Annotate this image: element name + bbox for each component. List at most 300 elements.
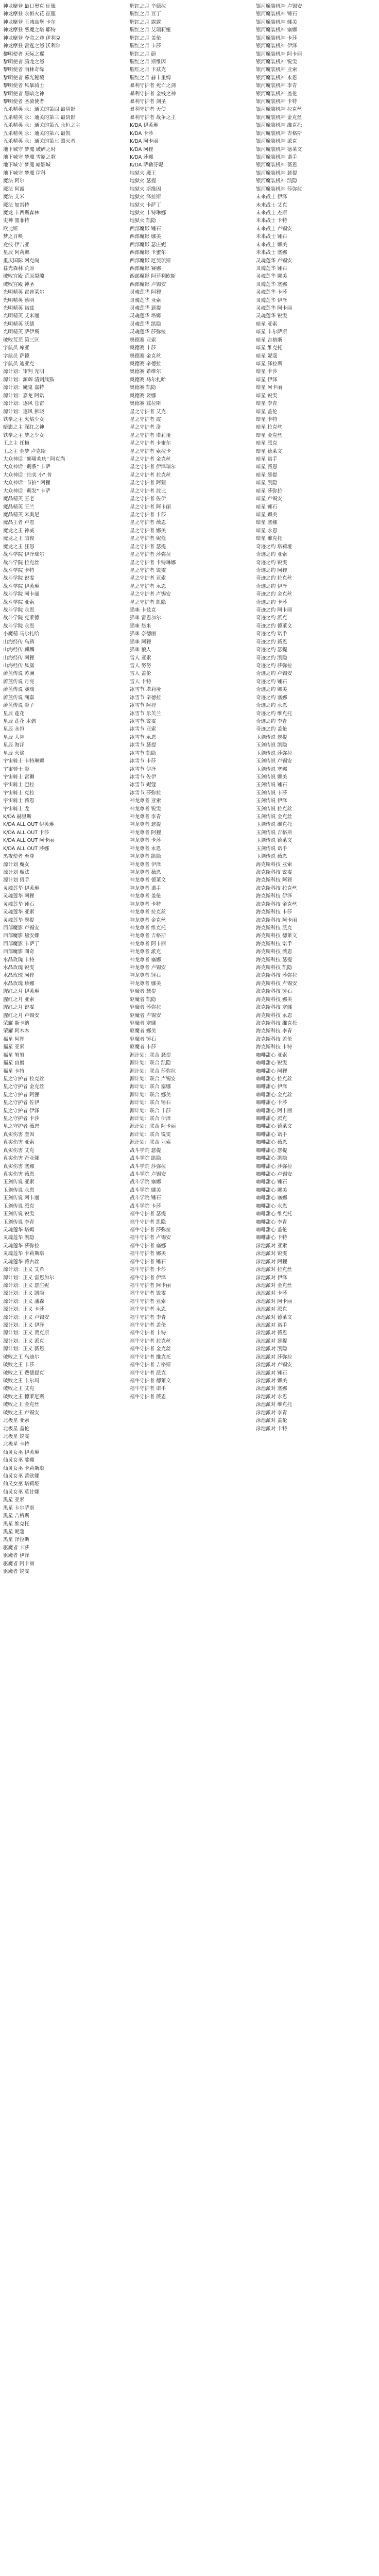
skin-entry: 五杀精英 永：通关的第六 最凯 bbox=[3, 130, 71, 137]
skin-entry: 雪人 亚索 bbox=[130, 655, 151, 661]
skin-entry: 灵魂莲华 塔姆 bbox=[3, 1227, 35, 1233]
skin-entry: 星之守护者 金克丝 bbox=[130, 456, 171, 463]
skin-entry: 字航员 萨德 bbox=[3, 353, 30, 359]
skin-entry: 源计划：联合 伊泽 bbox=[130, 1116, 171, 1122]
skin-entry: 银河魔装机神 卡莎 bbox=[256, 35, 297, 41]
skin-entry: 驱魔者 塞娜 bbox=[130, 1021, 157, 1026]
skin-entry: 神龙尊者 阿卡丽 bbox=[130, 941, 166, 947]
skin-entry: 腥红之月 卢锡安 bbox=[3, 1012, 40, 1019]
skin-entry: 灵魂莲华 薇古丝 bbox=[3, 1259, 40, 1265]
skin-entry: 奥德赛 辛德拉 bbox=[130, 361, 161, 367]
skin-entry: 海克斯科技 永恩 bbox=[256, 1012, 292, 1019]
skin-entry: 泳池派对 金克丝 bbox=[256, 1282, 292, 1289]
skin-entry: 暴利守护者 金钱之神 bbox=[130, 91, 176, 97]
skin-entry: 腥红之月 锐雯 bbox=[3, 1005, 35, 1011]
skin-list-column-middle bbox=[130, 3, 253, 1401]
skin-entry: 冰雪节 瑟提 bbox=[130, 742, 157, 749]
skin-entry: 玉剑传说 永恩 bbox=[3, 1187, 35, 1193]
skin-entry: 泳池派对 凯隐 bbox=[256, 1346, 287, 1352]
skin-entry: 腥红之月 豆丁 bbox=[130, 11, 161, 18]
skin-entry: 海克斯科技 娜美 bbox=[256, 996, 292, 1003]
skin-entry: 星之守护者 锐雯 bbox=[130, 567, 166, 573]
skin-entry: 海克斯科技 盖伦 bbox=[256, 1036, 292, 1042]
skin-entry: 灵魂莲华 伊泽 bbox=[256, 297, 287, 303]
skin-entry: 星之守护者 金克丝 bbox=[3, 1084, 44, 1090]
skin-entry: 驱魔者 卡莎 bbox=[3, 1545, 30, 1551]
skin-entry: K/DA ALL OUT 卡莎 bbox=[3, 829, 49, 836]
skin-entry: 海克斯科技 莎弥拉 bbox=[256, 973, 297, 979]
skin-entry: 神龙尊者 盖伦 bbox=[130, 893, 161, 900]
skin-entry: 真实伤害 薇恩 bbox=[3, 1172, 35, 1178]
skin-entry: 真实伤害 艾克 bbox=[3, 1147, 35, 1154]
skin-entry: 蔚蓝传说 澜嘉 bbox=[3, 694, 35, 701]
skin-entry: 灵魂莲华 莎弥拉 bbox=[130, 329, 166, 335]
skin-entry: 灵魂莲华 卢锡安 bbox=[256, 258, 292, 264]
skin-entry: 奇迹之约 卢锡安 bbox=[256, 671, 292, 677]
skin-entry: 星之守护者 波比 bbox=[130, 488, 166, 494]
skin-entry: 北极星 锐雯 bbox=[3, 1433, 30, 1439]
skin-entry: 源计划：审判 光明 bbox=[3, 369, 44, 375]
skin-entry: 福星 盲僧 bbox=[3, 1060, 25, 1066]
skin-entry: 泳池派对 塞娜 bbox=[256, 1386, 287, 1392]
skin-entry: 奥德赛 娑娜 bbox=[130, 393, 157, 399]
skin-entry: 奇迹之约 维克托 bbox=[256, 710, 292, 717]
skin-entry: 驱魔者 锤石 bbox=[130, 1036, 157, 1042]
skin-entry: 黑夜使者 至尊 bbox=[3, 854, 35, 860]
skin-entry: 海克斯科技 锤石 bbox=[256, 989, 292, 995]
skin-entry: 源计划：联合 娜美 bbox=[130, 1092, 171, 1098]
skin-entry: 神龙尊者 卡莎 bbox=[130, 838, 161, 844]
skin-entry: 福星 阿狸 bbox=[3, 1036, 25, 1042]
skin-entry: 银河魔装机神 派克 bbox=[256, 139, 297, 145]
skin-entry: 暴利守护者 死亡之剑 bbox=[130, 83, 176, 89]
skin-entry: 奇迹之约 瑟提 bbox=[256, 647, 287, 653]
skin-entry: 神龙尊者 金克丝 bbox=[130, 917, 166, 923]
skin-entry: 山海经传 凤凰 bbox=[3, 663, 35, 669]
skin-entry: 星之守护者 拉克丝 bbox=[130, 472, 171, 478]
skin-entry: 咖啡甜心 李青 bbox=[256, 1219, 287, 1225]
skin-entry: 灵魂莲华 伊芙琳 bbox=[3, 885, 40, 891]
skin-entry: 暗星 亚索 bbox=[256, 321, 278, 327]
skin-list-column-left bbox=[3, 3, 127, 1576]
skin-entry: K/DA ALL OUT 莎娜 bbox=[3, 845, 49, 852]
skin-entry: 大众神话 "狮啸欢庆" 阿克尚 bbox=[3, 456, 65, 463]
skin-entry: 泳池派对 维克托 bbox=[256, 1402, 292, 1408]
skin-entry: 灵魂莲华 莎弥拉 bbox=[3, 1243, 40, 1249]
skin-entry: 福牛守护者 拉克丝 bbox=[130, 1338, 171, 1344]
skin-entry: 神龙尊者 锤石 bbox=[130, 973, 161, 979]
skin-entry: 星之守护者 亚索 bbox=[130, 575, 166, 582]
skin-entry: 黑星 亚索 bbox=[3, 1497, 25, 1503]
skin-entry: 五杀精英 永：通关的第三 最阴影 bbox=[3, 114, 76, 121]
skin-entry: 奇迹之约 永恩 bbox=[256, 703, 287, 709]
skin-entry: 仙灵女巫 蕾欧娜 bbox=[3, 1473, 40, 1480]
skin-entry: 山海经传 麒麟 bbox=[3, 647, 35, 653]
skin-entry: 腥红之月 蔚 bbox=[130, 51, 157, 57]
skin-entry: 暗星 瑟提 bbox=[256, 472, 278, 478]
skin-entry: 神龙尊者 拉克丝 bbox=[130, 909, 166, 916]
skin-entry: 海克斯科技 拉克丝 bbox=[256, 885, 297, 891]
skin-entry: 星辰 莲花 木偶 bbox=[3, 718, 36, 724]
skin-entry: 灵魂莲华 卡莎 bbox=[256, 290, 287, 296]
skin-entry: 光明精英 艾米丽 bbox=[3, 313, 40, 319]
skin-entry: 神龙尊者 阿狸 bbox=[130, 829, 161, 836]
skin-entry: 奇迹之约 莎弥拉 bbox=[256, 663, 292, 669]
skin-entry: 光明精英 沃德 bbox=[3, 321, 35, 327]
skin-entry: 源计划：源辉 清剿熊猫 bbox=[3, 377, 54, 383]
skin-entry: 北极星 亚索 bbox=[3, 1418, 30, 1424]
skin-entry: 未来战士 艾克 bbox=[256, 202, 287, 208]
skin-entry: 宇宙骑士 卡特琳娜 bbox=[3, 758, 44, 765]
skin-entry: 神龙尊者 塞娜 bbox=[130, 957, 161, 963]
skin-entry: 福牛守护者 娜美 bbox=[130, 1251, 166, 1257]
skin-entry: 五杀精英 永：通关的第五 永恒之主 bbox=[3, 123, 81, 129]
skin-entry: 银河魔装机神 吉格斯 bbox=[256, 130, 302, 137]
skin-entry: 泳池派对 娜美 bbox=[256, 1378, 287, 1384]
skin-entry: 咖啡甜心 塞娜 bbox=[256, 1195, 287, 1201]
skin-entry: 银河魔装机神 卡特 bbox=[256, 99, 297, 105]
skin-entry: 海克斯科技 诺手 bbox=[256, 941, 292, 947]
skin-entry: 灵魂莲华 卡莉斯塔 bbox=[3, 1251, 44, 1257]
skin-entry: 银河魔装机神 拉克丝 bbox=[256, 107, 302, 113]
skin-entry: 战斗学院 永恩 bbox=[3, 623, 35, 629]
skin-entry: 银河魔装机神 瑟提 bbox=[256, 170, 297, 176]
skin-entry: 战斗学院 凯隐 bbox=[130, 1156, 161, 1162]
skin-entry: 战斗学院 塞娜 bbox=[130, 1179, 161, 1185]
skin-entry: 冰雪节 乐芙兰 bbox=[130, 710, 161, 717]
skin-entry: 奇迹之约 亚索 bbox=[256, 552, 287, 558]
skin-entry: 奥德赛 希维尔 bbox=[130, 369, 161, 375]
skin-entry: 战斗学院 莎弥拉 bbox=[130, 1163, 166, 1170]
skin-entry: 福牛守护者 卡莎 bbox=[130, 1267, 166, 1273]
skin-entry: 蔚蓝传说 苏澜 bbox=[3, 671, 35, 677]
skin-entry: 水晶玫瑰 珍娜 bbox=[3, 980, 35, 987]
skin-entry: 战斗学院 卢锡安 bbox=[130, 1172, 166, 1178]
skin-entry: 神龙尊者 伊泽 bbox=[130, 861, 161, 868]
skin-entry: 星之守护者 薇恩 bbox=[130, 520, 166, 526]
skin-entry: 海克斯科技 塞娜 bbox=[256, 1005, 292, 1011]
skin-entry: 泳池派对 伊泽 bbox=[256, 1275, 287, 1281]
skin-entry: 宇宙骑士 巴拉 bbox=[3, 782, 35, 788]
skin-entry: 魔法 阿尔 bbox=[3, 178, 25, 184]
skin-entry: 银河魔装机神 盖伦 bbox=[256, 91, 297, 97]
skin-entry: 暗星 卡尔萨斯 bbox=[256, 329, 287, 335]
skin-entry: 暗星 卢锡安 bbox=[256, 496, 283, 502]
skin-entry: 咖啡甜心 莎弥拉 bbox=[256, 1163, 292, 1170]
skin-entry: 福牛守护者 盖伦 bbox=[130, 1323, 166, 1329]
skin-entry: 冰雪节 锐雯 bbox=[130, 718, 157, 724]
skin-entry: 王之主 托梅 bbox=[3, 440, 30, 447]
skin-entry: 仙灵女巫 塔莉垭 bbox=[3, 1481, 40, 1487]
skin-entry: 暗星 诺手 bbox=[256, 456, 278, 463]
skin-entry: 玉剑传说 阿卡丽 bbox=[3, 1195, 40, 1201]
skin-entry: 暴利守护者 剑圣 bbox=[130, 99, 166, 105]
skin-entry: 玉剑传说 亚索 bbox=[3, 1179, 35, 1185]
skin-entry: 银河魔装机神 诺手 bbox=[256, 155, 297, 161]
skin-entry: 地狱火 卡特琳娜 bbox=[130, 210, 166, 216]
skin-entry: 腥红之月 亚索 bbox=[3, 996, 35, 1003]
skin-entry: 银河魔装机神 莎弥拉 bbox=[256, 186, 302, 192]
skin-entry: 海克斯科技 锐雯 bbox=[256, 869, 292, 875]
skin-entry: 未来战士 卢锡安 bbox=[256, 226, 292, 232]
skin-entry: 暗星 阿卡丽 bbox=[256, 385, 283, 391]
skin-entry: 源计划：正义 卡莎 bbox=[3, 1307, 44, 1313]
skin-entry: 银河魔装机神 娜美 bbox=[256, 19, 297, 25]
skin-entry: 铁拳之主 梦之少女 bbox=[3, 432, 44, 438]
skin-entry: 未来战士 杰斯 bbox=[256, 210, 287, 216]
skin-entry: 魔法 艾米 bbox=[3, 194, 25, 200]
skin-entry: 星辰 火焰 bbox=[3, 750, 25, 756]
skin-entry: 大众神话 "萌发" 卡萨 bbox=[3, 488, 50, 494]
skin-entry: 福牛守护者 薇恩 bbox=[130, 1394, 166, 1400]
skin-entry: 海克斯科技 金克丝 bbox=[256, 901, 297, 907]
skin-entry: 奥德赛 凯隐 bbox=[130, 385, 157, 391]
skin-entry: 福牛守护者 卢锡安 bbox=[130, 1235, 171, 1241]
skin-entry: 星之守护者 娜美 bbox=[130, 528, 166, 534]
skin-entry: 重庆国际 阿克尚 bbox=[3, 258, 40, 264]
skin-entry: 黎明使者 黑暗之神 bbox=[3, 91, 44, 97]
skin-entry: 玉剑传说 薇恩 bbox=[256, 854, 287, 860]
skin-entry: 银河魔装机神 金克丝 bbox=[256, 114, 302, 121]
skin-entry: 海克斯科技 派克 bbox=[256, 925, 292, 931]
skin-entry: 玉剑传说 德莱文 bbox=[256, 838, 292, 844]
skin-entry: 光明精英 萨伊斯 bbox=[3, 329, 40, 335]
skin-entry: 源计划：正义 派克 bbox=[3, 1338, 44, 1344]
skin-entry: 星之守护者 索拉卡 bbox=[130, 448, 171, 454]
skin-entry: 神龙尊者 李青 bbox=[130, 814, 161, 820]
skin-entry: 驱魔者 凯隐 bbox=[130, 996, 157, 1003]
skin-entry: 星之守护者 妮蔻 bbox=[130, 536, 166, 542]
skin-entry: 魔龙 卡西斯森林 bbox=[3, 210, 40, 216]
skin-entry: 福牛守护者 德莱文 bbox=[130, 1378, 171, 1384]
skin-entry: 冰雪节 凯隐 bbox=[130, 750, 157, 756]
skin-entry: 咖啡甜心 阿卡丽 bbox=[256, 1108, 292, 1114]
skin-entry: 西部魔影 娜美 bbox=[130, 234, 161, 240]
skin-entry: 奇迹之约 娜美 bbox=[256, 687, 287, 693]
skin-entry: 腥红之月 辛德拉 bbox=[130, 4, 166, 9]
skin-entry: 泳池派对 瑟提 bbox=[256, 1338, 287, 1344]
skin-entry: 灵魂莲华 亚索 bbox=[3, 909, 35, 916]
skin-entry: 灵魂莲华 锤石 bbox=[256, 265, 287, 272]
skin-entry: 暗星 永恩 bbox=[256, 528, 278, 534]
skin-entry: 猫咪 奈德丽 bbox=[130, 631, 157, 637]
skin-entry: 冰雪节 亚索 bbox=[130, 726, 157, 733]
skin-entry: 神龙摩登 恶魔之塔 耶特 bbox=[3, 27, 56, 33]
skin-entry: 泳池派对 卢锡安 bbox=[256, 1362, 292, 1368]
skin-entry: 暗星 娜美 bbox=[256, 512, 278, 518]
skin-entry: 黎明使者 风暴骑士 bbox=[3, 83, 44, 89]
skin-entry: 福牛守护者 吉格斯 bbox=[130, 1362, 171, 1368]
skin-entry: 灵魂莲华 瑟提 bbox=[3, 917, 35, 923]
skin-entry: 神龙摩登 王城高堡 卡尔 bbox=[3, 19, 56, 25]
skin-entry: 星之守护者 凯隐 bbox=[130, 599, 166, 605]
skin-entry: 腥红之月 卡莎 bbox=[130, 43, 161, 49]
skin-entry: 战斗学院 阿卡丽 bbox=[3, 591, 40, 598]
skin-entry: 灵魂莲华 亚索 bbox=[130, 297, 161, 303]
skin-entry: 星辰 大神 bbox=[3, 734, 25, 740]
skin-entry: 源计划 魔法 bbox=[3, 869, 30, 875]
skin-entry: 泳池派对 阿卡丽 bbox=[256, 1298, 292, 1304]
skin-entry: 源计划：联合 锐雯 bbox=[130, 1131, 171, 1138]
skin-entry: 银河魔装机神 伊泽 bbox=[256, 43, 297, 49]
skin-entry: 北极星 盖伦 bbox=[3, 1426, 30, 1432]
skin-entry: 冰雪节 辛德拉 bbox=[130, 694, 161, 701]
skin-entry: 宇宙骑士 龙 bbox=[3, 806, 30, 812]
skin-entry: 神龙尊者 德莱文 bbox=[130, 877, 166, 884]
skin-entry: 神龙尊者 维克托 bbox=[130, 925, 166, 931]
skin-entry: 黑星 吉格斯 bbox=[3, 1513, 30, 1519]
skin-entry: 玉剑传说 凯隐 bbox=[256, 742, 287, 749]
skin-entry: 暴利守护者 天使 bbox=[130, 107, 166, 113]
skin-entry: 星之守护者 永恩 bbox=[130, 583, 166, 589]
skin-entry: 真实伤害 奇亚娜 bbox=[3, 1156, 40, 1162]
skin-entry: 猫咪 阿狸 bbox=[130, 639, 151, 645]
skin-entry: 银河魔装机神 阿卡丽 bbox=[256, 51, 302, 57]
skin-entry: 星之守护者 阿狸 bbox=[130, 480, 166, 486]
skin-entry: 银河魔装机神 锐雯 bbox=[256, 59, 297, 65]
skin-entry: 暮光森林 荒原 bbox=[3, 265, 35, 272]
skin-entry: 冰雪节 伊泽 bbox=[130, 766, 157, 772]
skin-entry: 真实伤害 亚索 bbox=[3, 1140, 35, 1146]
skin-entry: 腥红之月 露露 bbox=[130, 19, 161, 25]
skin-entry: 西部魔影 赛娜 bbox=[130, 265, 161, 272]
skin-entry: 暗星 德莱文 bbox=[256, 448, 283, 454]
skin-entry: 福牛守护者 卡特 bbox=[130, 1330, 166, 1336]
skin-entry: 破败之王 卡莎 bbox=[3, 1362, 35, 1368]
skin-entry: 战斗学院 瑟提 bbox=[130, 1147, 161, 1154]
skin-entry: 魔晶精英 王老 bbox=[3, 496, 35, 502]
skin-entry: 地下城守 梦魇 破碎之时 bbox=[3, 146, 56, 152]
skin-entry: 咖啡甜心 维克托 bbox=[256, 1211, 292, 1217]
skin-entry: 海克斯科技 李青 bbox=[256, 1028, 292, 1035]
skin-entry: 玉剑传说 卡莎 bbox=[256, 790, 287, 796]
skin-entry: 源计划 魔女 bbox=[3, 861, 30, 868]
skin-entry: 银河魔装机神 塞娜 bbox=[256, 27, 297, 33]
skin-entry: 暗星 卡莎 bbox=[256, 369, 278, 375]
skin-entry: 字航员 迪亚克 bbox=[3, 361, 35, 367]
skin-entry: 冰雪节 佐伊 bbox=[130, 774, 157, 780]
skin-entry: K/DA 卡莎 bbox=[130, 130, 153, 137]
skin-entry: 王之主 金梦 卢克斯 bbox=[3, 448, 46, 454]
skin-entry: 咖啡甜心 卡莎 bbox=[256, 1100, 287, 1106]
skin-entry: 冰雪节 卡莎 bbox=[130, 758, 157, 765]
skin-entry: K/DA 赫里斯 bbox=[3, 814, 32, 820]
skin-entry: 星之守护者 瑟提 bbox=[130, 544, 166, 550]
skin-entry: 战斗学院 伊泽瑞尔 bbox=[3, 552, 44, 558]
skin-entry: 玉剑传说 锤石 bbox=[256, 782, 287, 788]
skin-entry: 破败之王 费德提克 bbox=[3, 1370, 44, 1376]
skin-entry: 战斗学院 克莱德 bbox=[3, 615, 40, 621]
skin-entry: 源计划：联合 瑟提 bbox=[130, 1052, 171, 1058]
skin-entry: 黎明使者 腾龙之怒 bbox=[3, 59, 44, 65]
skin-entry: 未来战士 伊泽 bbox=[256, 194, 287, 200]
skin-entry: 奇迹之约 阿卡丽 bbox=[256, 607, 292, 614]
skin-entry: 奇迹之约 卡莎 bbox=[256, 599, 287, 605]
skin-entry: 神龙尊者 诺手 bbox=[130, 885, 161, 891]
skin-entry: 破败宫殿 神圣 bbox=[3, 281, 35, 287]
skin-entry: 星之守护者 伊泽 bbox=[3, 1108, 40, 1114]
skin-entry: 奥德赛 亚索 bbox=[130, 337, 157, 343]
skin-entry: 星之守护者 阿卡丽 bbox=[130, 504, 171, 510]
skin-entry: 暗星 凯隐 bbox=[256, 480, 278, 486]
skin-entry: 灵魂莲华 凯隐 bbox=[130, 321, 161, 327]
skin-entry: 星之守护者 莎弥拉 bbox=[130, 552, 171, 558]
skin-entry: 破败宫殿 荒原裂隙 bbox=[3, 274, 44, 280]
skin-entry: 铁拳之主 火焰少女 bbox=[3, 416, 44, 422]
skin-list-column-right bbox=[256, 3, 379, 1433]
skin-entry: 仙灵女巫 卡莉斯塔 bbox=[3, 1465, 44, 1471]
skin-entry: 海克斯科技 维克托 bbox=[256, 1021, 297, 1026]
skin-entry: 破败之王 卡尔玛 bbox=[3, 1378, 40, 1384]
skin-entry: 海克斯科技 瑟提 bbox=[256, 957, 292, 963]
skin-entry: 奇迹之约 阿狸 bbox=[256, 567, 287, 573]
skin-entry: 山海经传 乌鸦 bbox=[3, 639, 35, 645]
skin-entry: 海克斯科技 亚索 bbox=[256, 861, 292, 868]
skin-entry: 星辰 海洋 bbox=[3, 742, 25, 749]
skin-entry: 魔法 阿露 bbox=[3, 186, 25, 192]
skin-entry: 源计划：联合 塞娜 bbox=[130, 1084, 171, 1090]
skin-entry: 奇迹之约 盖伦 bbox=[256, 726, 287, 733]
skin-entry: 水晶玫瑰 阿狸 bbox=[3, 973, 35, 979]
skin-entry: K/DA 萨勒芬妮 bbox=[130, 162, 163, 168]
skin-entry: 福牛守护者 金克丝 bbox=[130, 1346, 171, 1352]
skin-entry: 腥红之月 艾瑞莉娅 bbox=[130, 27, 171, 33]
skin-entry: 西部魔影 卢锡安 bbox=[130, 281, 166, 287]
skin-entry: 战斗学院 拉克丝 bbox=[3, 560, 40, 566]
skin-entry: 福牛守护者 凯隐 bbox=[130, 1219, 166, 1225]
skin-entry: 破败之王 金克丝 bbox=[3, 1402, 40, 1408]
skin-entry: 福牛守护者 李青 bbox=[130, 1314, 166, 1320]
skin-entry: 奥德赛 卡莎 bbox=[130, 345, 157, 351]
skin-entry: 咖啡甜心 伊泽 bbox=[256, 1084, 287, 1090]
skin-entry: 奇迹之约 派克 bbox=[256, 615, 287, 621]
skin-entry: 地下城守 梦魇 伊科 bbox=[3, 170, 46, 176]
skin-entry: 宇宙骑士 薇恩 bbox=[3, 798, 35, 804]
skin-entry: 神龙尊者 永恩 bbox=[130, 845, 161, 852]
skin-entry: 地狱火 卡萨丁 bbox=[130, 202, 161, 208]
skin-entry: 地狱火 泽拉斯 bbox=[130, 194, 161, 200]
skin-entry: 未来战士 娜美 bbox=[256, 242, 287, 248]
skin-entry: 冰雪节 妮蔻 bbox=[130, 782, 157, 788]
skin-entry: 神龙尊者 亚索 bbox=[130, 798, 161, 804]
skin-entry: 神龙尊者 吉格斯 bbox=[130, 933, 166, 939]
skin-entry: 魔晶精英 米奥尼 bbox=[3, 512, 40, 518]
skin-entry: 福星 亚索 bbox=[3, 1044, 25, 1050]
skin-entry: 星辰 永恒 bbox=[3, 726, 25, 733]
skin-entry: 源计划：逐风 苍雷 bbox=[3, 401, 44, 407]
skin-entry: 玉剑传说 瑟提 bbox=[256, 734, 287, 740]
skin-entry: 咖啡甜心 派克 bbox=[256, 1116, 287, 1122]
skin-entry: 仙灵女巫 莫甘娜 bbox=[3, 1489, 40, 1495]
skin-entry: 魔法 加雷特 bbox=[3, 202, 30, 208]
skin-entry: 泳池派对 诺手 bbox=[256, 1323, 287, 1329]
skin-entry: 咖啡甜心 诺手 bbox=[256, 1131, 287, 1138]
skin-entry: 泳池派对 李青 bbox=[256, 1410, 287, 1416]
skin-entry: 未来战士 卡特 bbox=[256, 218, 287, 224]
skin-entry: 银河魔装机神 亚索 bbox=[256, 67, 297, 73]
skin-entry: 星之守护者 卡莎 bbox=[130, 512, 166, 518]
skin-entry: 奇迹之约 锤石 bbox=[256, 679, 287, 685]
skin-entry: 神龙摩登 夺命之斧 伊利克 bbox=[3, 35, 61, 41]
skin-entry: 神龙尊者 派克 bbox=[130, 949, 161, 955]
skin-entry: 咖啡甜心 金克丝 bbox=[256, 1092, 292, 1098]
skin-entry: 冰雪节 永恩 bbox=[130, 734, 157, 740]
skin-entry: 玉剑传说 诺手 bbox=[256, 845, 287, 852]
skin-entry: 咖啡甜心 亚索 bbox=[256, 1052, 287, 1058]
skin-entry: 猫咪 卡兹克 bbox=[130, 607, 157, 614]
skin-entry: 福星 努努 bbox=[3, 1052, 25, 1058]
skin-entry: 福牛守护者 亚索 bbox=[130, 1298, 166, 1304]
